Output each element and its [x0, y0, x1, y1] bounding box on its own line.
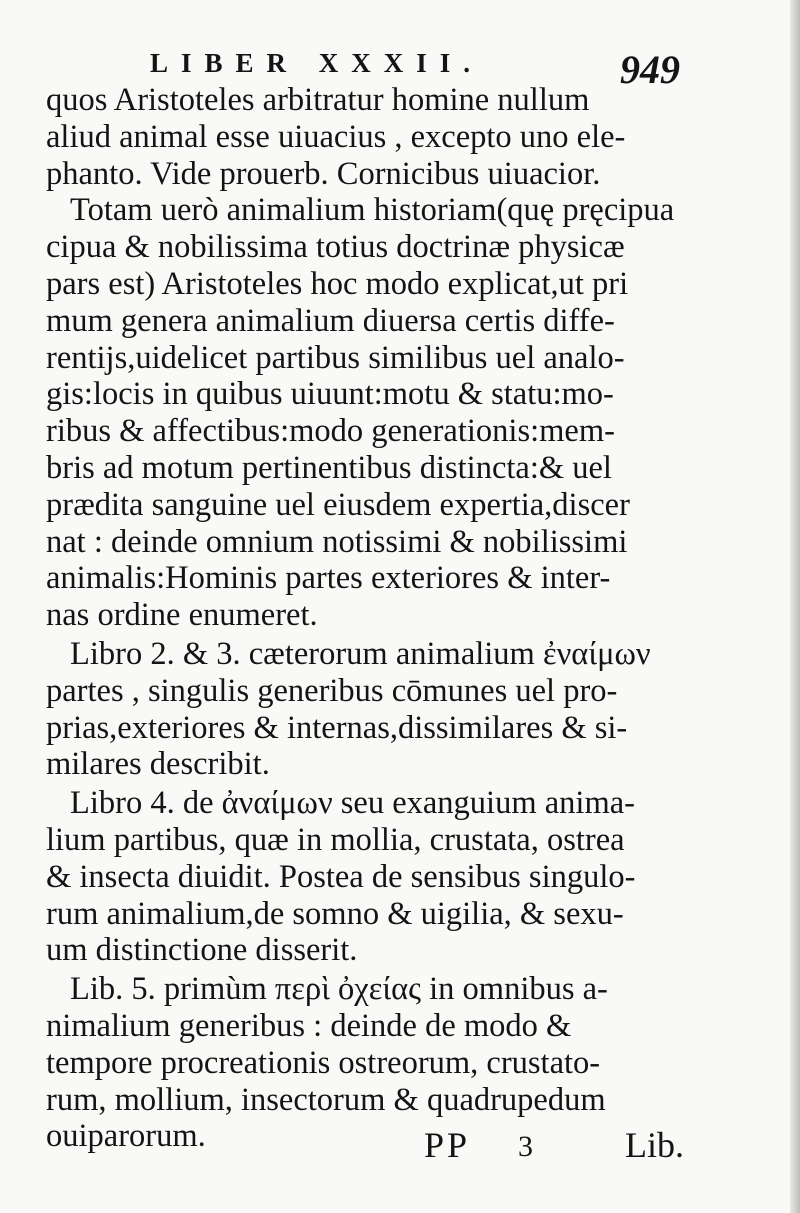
text-line: um distinctione disserit.: [46, 932, 358, 969]
text-line: phanto. Vide prouerb. Cornicibus uiuacior.: [46, 155, 601, 192]
text-line: rentijs,uidelicet partibus similibus uel analo-: [46, 339, 625, 376]
text-line: ouiparorum.: [46, 1118, 206, 1155]
catchword: Lib.: [625, 1125, 684, 1165]
text-line: nat : deinde omnium notissimi & nobilissimi: [46, 523, 628, 560]
signature-mark: PP: [424, 1125, 471, 1165]
page-number: 949: [620, 47, 680, 92]
page-edge-shadow: [790, 0, 800, 1213]
text-line: rum animalium,de somno & uigilia, & sexu-: [46, 895, 624, 932]
paragraph-start-line: Libro 2. & 3. cæterorum animalium ἐναίμων: [70, 635, 651, 672]
text-line: ribus & affectibus:modo generationis:mem-: [46, 413, 615, 450]
body-text: [46, 82, 686, 1155]
text-line: mum genera animalium diuersa certis diffe-: [46, 302, 615, 339]
paragraph-start-line: Libro 4. de ἀναίμων seu exanguium anima-: [70, 785, 635, 822]
paragraph-start-line: Totam uerò animalium historiam(quę pręcipua: [70, 192, 675, 229]
text-line: prias,exteriores & internas,dissimilares & si-: [46, 709, 628, 746]
text-line: lium partibus, quæ in mollia, crustata, ostrea: [46, 821, 625, 858]
text-line: nas ordine enumeret.: [46, 597, 318, 634]
paragraph-start-line: Lib. 5. primùm περὶ ὀχείας in omnibus a-: [70, 971, 608, 1008]
text-line: pars est) Aristoteles hoc modo explicat,ut pri: [46, 265, 629, 302]
text-line: milares describit.: [46, 746, 270, 783]
text-line: prædita sanguine uel eiusdem expertia,discer: [46, 486, 630, 523]
text-line: cipua & nobilissima totius doctrinæ physicæ: [46, 229, 625, 266]
text-line: tempore procreationis ostreorum, crustato-: [46, 1044, 601, 1081]
text-line: bris ad motum pertinentibus distincta:& uel: [46, 449, 612, 486]
text-line: & insecta diuidit. Postea de sensibus singulo-: [46, 858, 636, 895]
text-line: animalis:Hominis partes exteriores & inter-: [46, 560, 611, 597]
text-line: rum, mollium, insectorum & quadrupedum: [46, 1081, 606, 1118]
text-line: quos Aristoteles arbitratur homine nullum: [46, 82, 590, 118]
text-line: nimalium generibus : deinde de modo &: [46, 1007, 572, 1044]
text-line: partes , singulis generibus cōmunes uel pro-: [46, 672, 618, 709]
text-line: gis:locis in quibus uiuunt:motu & statu:mo-: [46, 376, 614, 413]
page-footer: [424, 1124, 684, 1174]
text-line: aliud animal esse uiuacius , excepto uno ele-: [46, 118, 626, 155]
running-head-title: LIBER XXXII.: [150, 48, 484, 78]
signature-number: 3: [518, 1130, 533, 1163]
